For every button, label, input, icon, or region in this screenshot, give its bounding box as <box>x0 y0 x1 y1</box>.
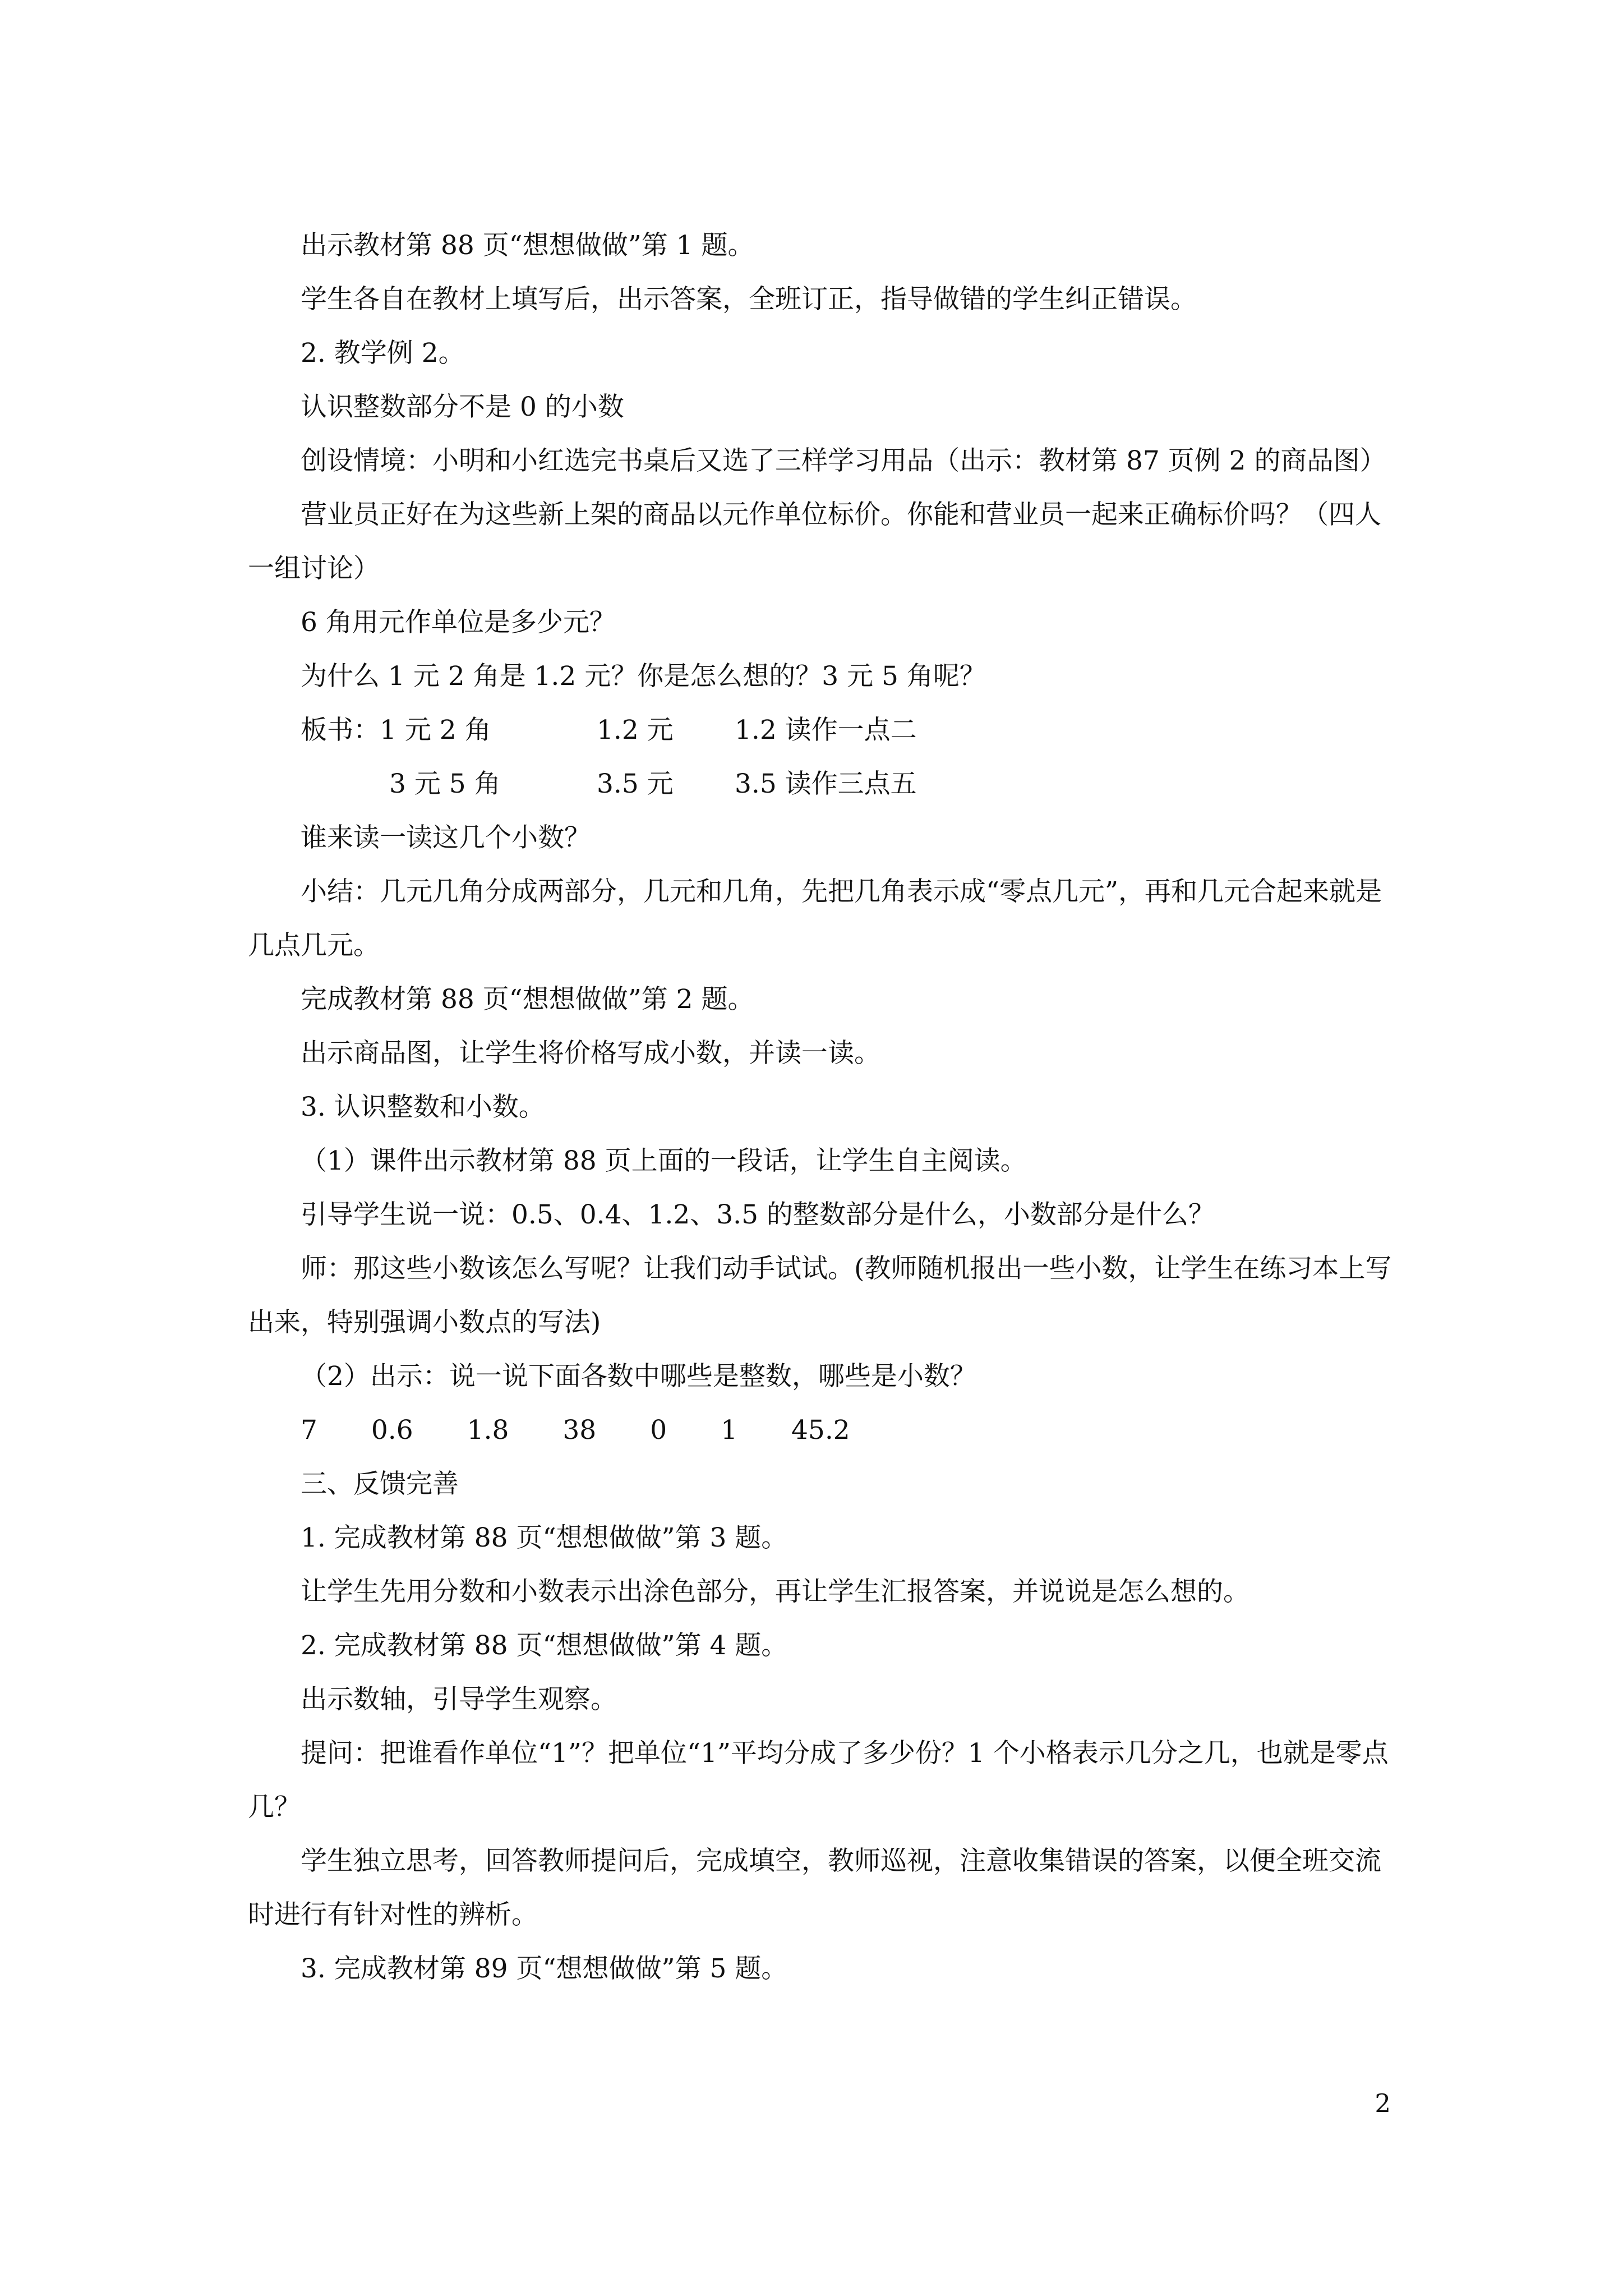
paragraph: 营业员正好在为这些新上架的商品以元作单位标价。你能和营业员一起来正确标价吗？（四人一组讨论） <box>248 499 1381 584</box>
paragraph: 谁来读一读这几个小数？ <box>301 822 591 853</box>
page-number: 2 <box>1375 2088 1391 2118</box>
board-cell: 3.5 读作三点五 <box>735 769 917 799</box>
paragraph: 创设情境：小明和小红选完书桌后又选了三样学习用品（出示：教材第 87 页例 2 的商品图） <box>301 445 1386 476</box>
board-cell: 1.2 读作一点二 <box>735 715 917 746</box>
paragraph: （1）课件出示教材第 88 页上面的一段话，让学生自主阅读。 <box>301 1145 1027 1176</box>
paragraph: 完成教材第 88 页“想想做做”第 2 题。 <box>301 984 754 1015</box>
paragraph: 3. 完成教材第 89 页“想想做做”第 5 题。 <box>301 1953 788 1984</box>
paragraph: 提问：把谁看作单位“1”？把单位“1”平均分成了多少份？1 个小格表示几分之几，也就是零点几？ <box>248 1738 1389 1823</box>
number-item: 0 <box>650 1415 667 1446</box>
paragraph: 小结：几元几角分成两部分，几元和几角，先把几角表示成“零点几元”，再和几元合起来就是几点几元。 <box>248 876 1382 961</box>
paragraph: 6 角用元作单位是多少元？ <box>301 607 616 638</box>
number-item: 0.6 <box>371 1415 413 1446</box>
number-list <box>248 1404 1392 1457</box>
paragraph: 2. 教学例 2。 <box>301 338 465 369</box>
paragraph: 让学生先用分数和小数表示出涂色部分，再让学生汇报答案，并说说是怎么想的。 <box>301 1576 1249 1607</box>
board-row <box>248 703 1392 757</box>
number-item: 45.2 <box>791 1415 850 1446</box>
number-item: 38 <box>562 1415 597 1446</box>
board-cell: 3 元 5 角 <box>389 769 501 799</box>
paragraph: 为什么 1 元 2 角是 1.2 元？你是怎么想的？3 元 5 角呢？ <box>301 661 986 692</box>
document-body <box>248 219 1392 1996</box>
paragraph: 出示商品图，让学生将价格写成小数，并读一读。 <box>301 1038 880 1069</box>
paragraph: 1. 完成教材第 88 页“想想做做”第 3 题。 <box>301 1522 788 1553</box>
paragraph: 2. 完成教材第 88 页“想想做做”第 4 题。 <box>301 1630 788 1661</box>
number-item: 1 <box>721 1415 738 1446</box>
paragraph: 3. 认识整数和小数。 <box>301 1092 545 1122</box>
paragraph: 出示数轴，引导学生观察。 <box>301 1684 617 1715</box>
paragraph: 引导学生说一说：0.5、0.4、1.2、3.5 的整数部分是什么，小数部分是什么？ <box>301 1199 1215 1230</box>
board-cell: 1.2 元 <box>597 715 674 746</box>
board-cell: 3.5 元 <box>597 769 674 799</box>
paragraph: 出示教材第 88 页“想想做做”第 1 题。 <box>301 230 754 261</box>
paragraph: 师：那这些小数该怎么写呢？让我们动手试试。(教师随机报出一些小数，让学生在练习本上写出来，特别强调小数点的写法) <box>248 1253 1392 1338</box>
board-cell: 板书：1 元 2 角 <box>301 715 491 746</box>
paragraph: （2）出示：说一说下面各数中哪些是整数，哪些是小数？ <box>301 1361 976 1392</box>
section-heading: 三、反馈完善 <box>301 1469 459 1499</box>
paragraph: 学生独立思考，回答教师提问后，完成填空，教师巡视，注意收集错误的答案，以便全班交流时进行有针对性的辨析。 <box>248 1846 1381 1930</box>
paragraph: 认识整数部分不是 0 的小数 <box>301 392 624 422</box>
paragraph: 学生各自在教材上填写后，出示答案，全班订正，指导做错的学生纠正错误。 <box>301 284 1197 315</box>
number-item: 1.8 <box>467 1415 509 1446</box>
number-item: 7 <box>301 1415 317 1446</box>
board-row <box>248 757 1392 811</box>
